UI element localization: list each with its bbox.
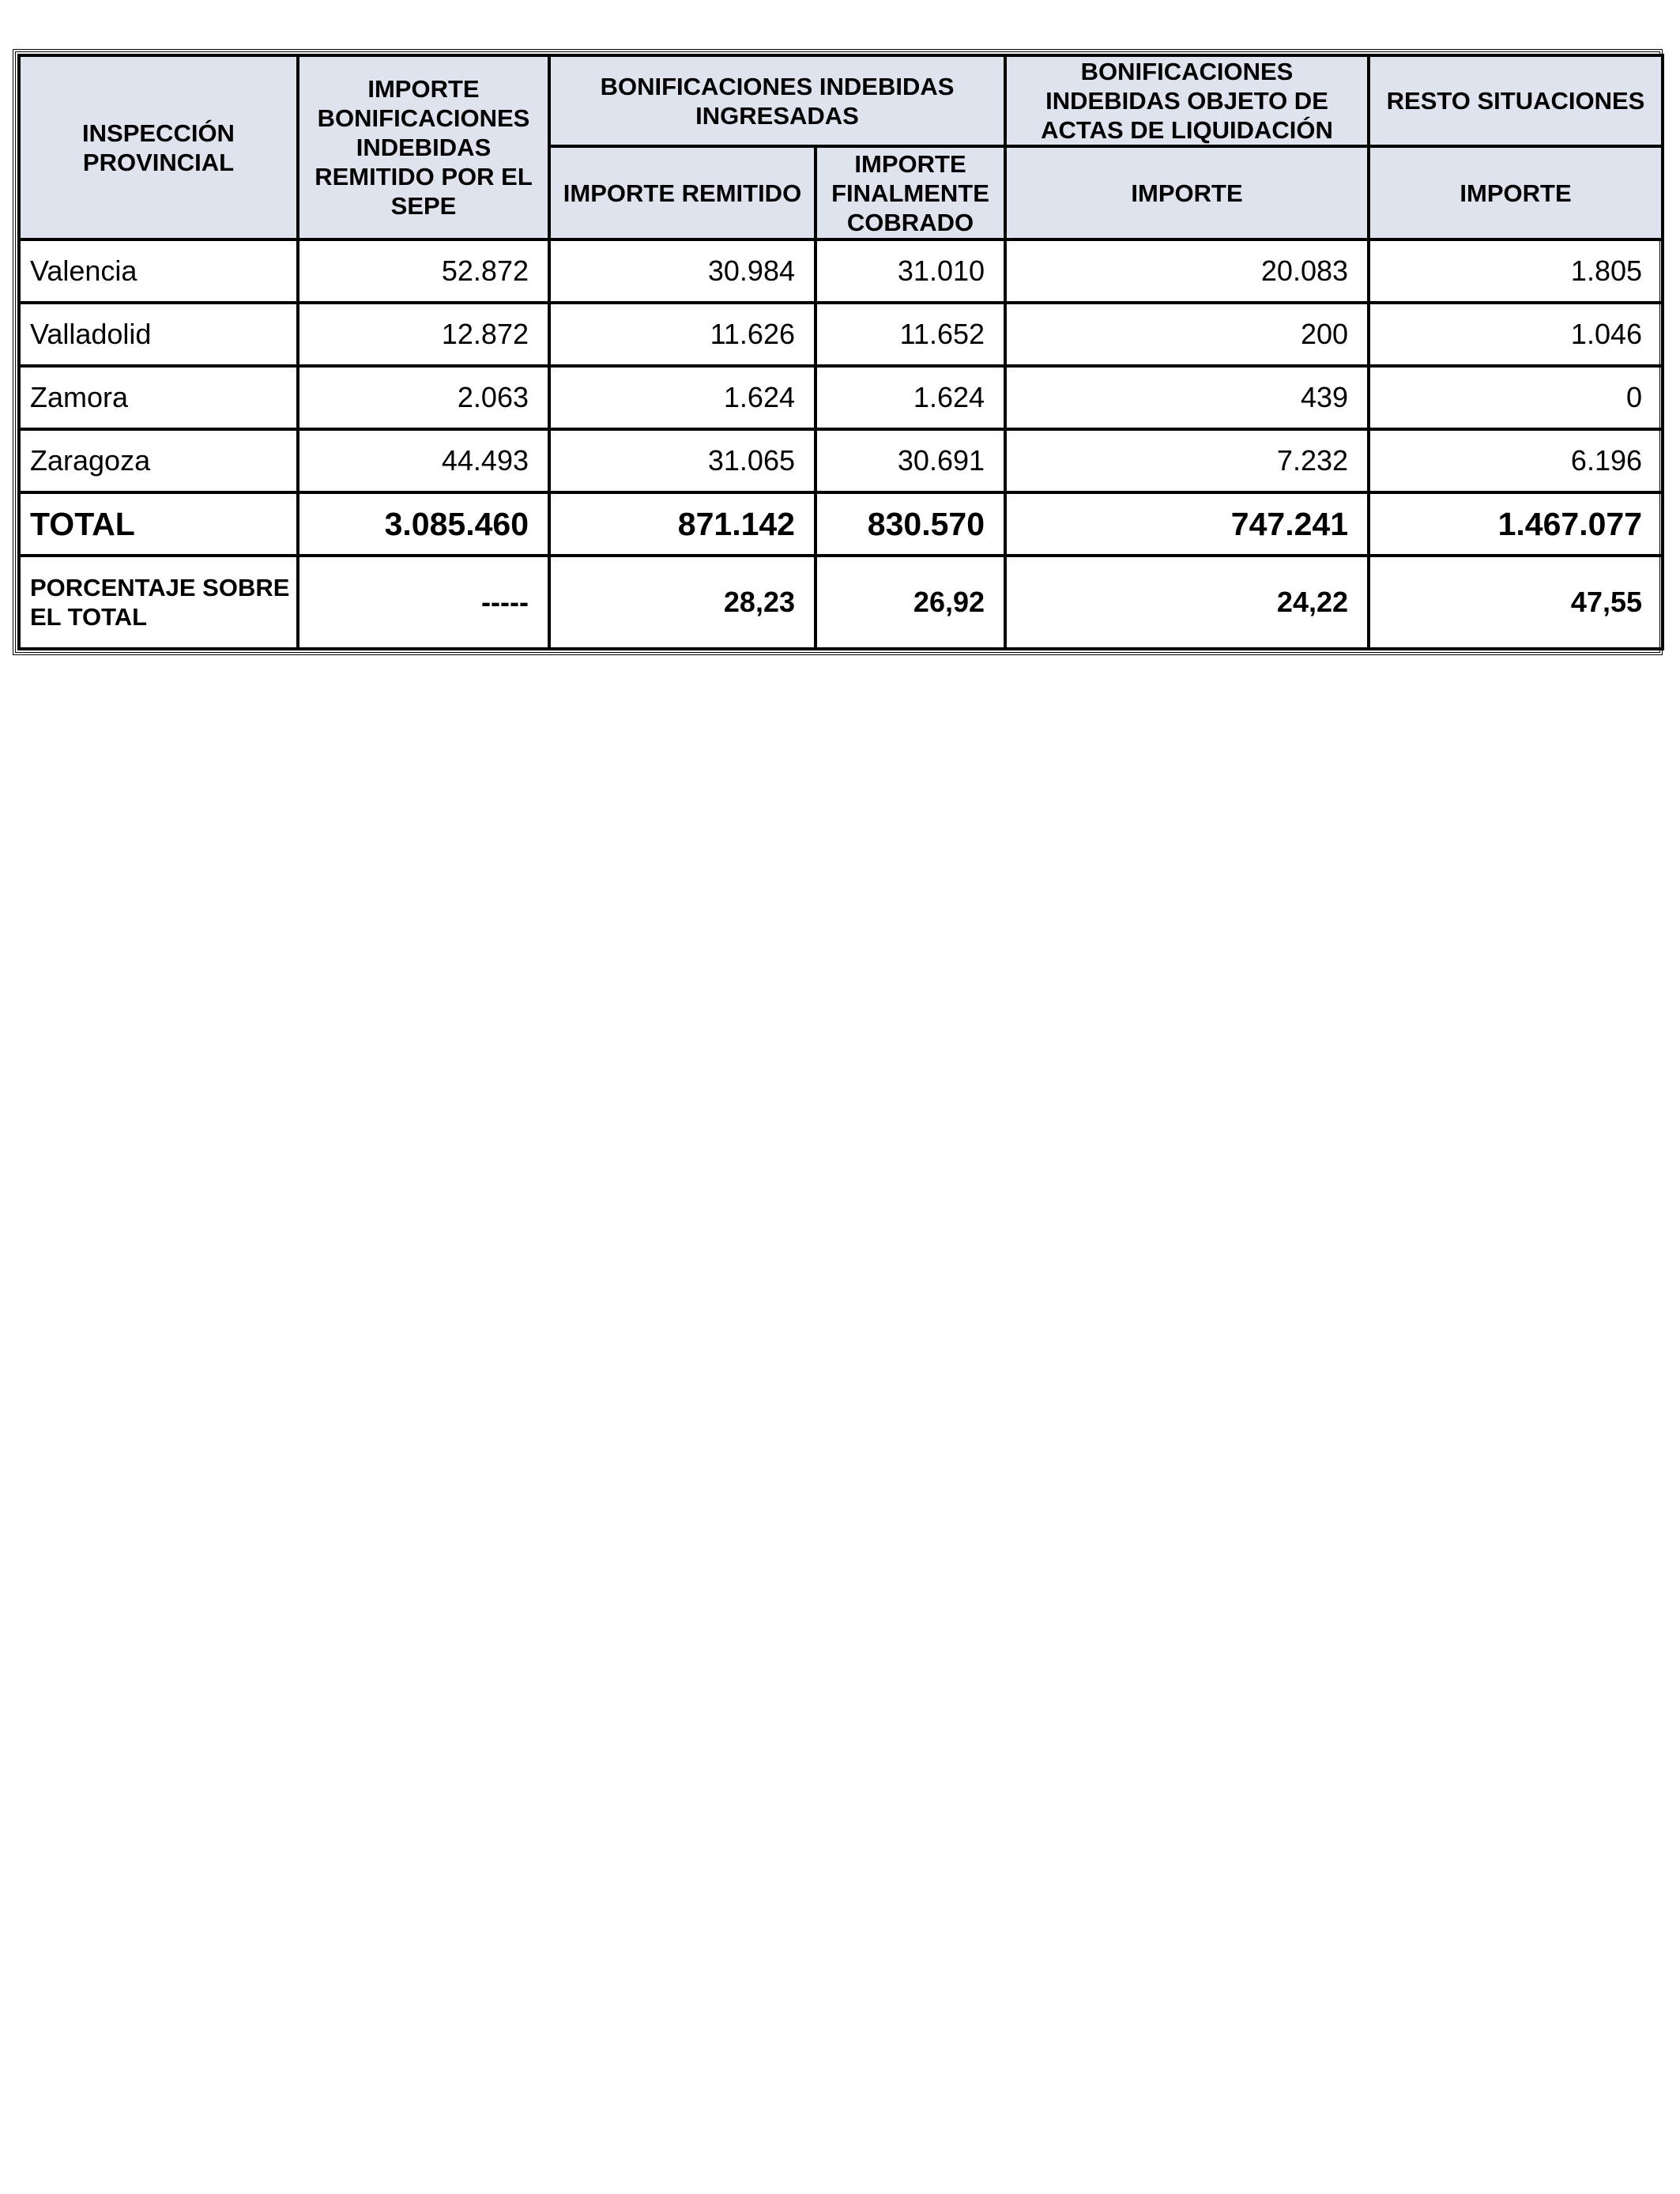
cell-finalmente-cobrado: 11.652	[816, 303, 1005, 366]
cell-importe-remitido: 1.624	[549, 366, 816, 429]
header-row-1	[19, 55, 1663, 146]
porcentaje-row	[19, 556, 1663, 649]
cell-resto: 1.805	[1369, 239, 1663, 303]
total-remitido-sepe: 3.085.460	[298, 492, 549, 556]
total-resto: 1.467.077	[1369, 492, 1663, 556]
cell-finalmente-cobrado: 1.624	[816, 366, 1005, 429]
cell-finalmente-cobrado: 30.691	[816, 429, 1005, 492]
total-row	[19, 492, 1663, 556]
header-resto-importe: IMPORTE	[1369, 146, 1663, 239]
cell-remitido-sepe: 44.493	[298, 429, 549, 492]
porcentaje-label: PORCENTAJE SOBRE EL TOTAL	[19, 556, 298, 649]
header-actas-importe: IMPORTE	[1005, 146, 1369, 239]
table-row	[19, 239, 1663, 303]
total-actas: 747.241	[1005, 492, 1369, 556]
porcentaje-actas: 24,22	[1005, 556, 1369, 649]
header-actas-group: BONIFICACIONES INDEBIDAS OBJETO DE ACTAS DE LIQUIDACIÓN	[1005, 55, 1369, 146]
cell-provincia: Zaragoza	[19, 429, 298, 492]
cell-resto: 0	[1369, 366, 1663, 429]
header-resto-group: RESTO SITUACIONES	[1369, 55, 1663, 146]
table-row	[19, 366, 1663, 429]
total-importe-remitido: 871.142	[549, 492, 816, 556]
header-importe-finalmente-cobrado: IMPORTE FINALMENTE COBRADO	[816, 146, 1005, 239]
cell-importe-remitido: 31.065	[549, 429, 816, 492]
header-importe-remitido-sepe: IMPORTE BONIFICACIONES INDEBIDAS REMITIDO POR EL SEPE	[298, 55, 549, 239]
porcentaje-importe-remitido: 28,23	[549, 556, 816, 649]
bonificaciones-table-frame	[13, 49, 1663, 655]
table-row	[19, 303, 1663, 366]
cell-actas: 439	[1005, 366, 1369, 429]
cell-provincia: Zamora	[19, 366, 298, 429]
cell-importe-remitido: 11.626	[549, 303, 816, 366]
cell-provincia: Valladolid	[19, 303, 298, 366]
cell-resto: 6.196	[1369, 429, 1663, 492]
porcentaje-resto: 47,55	[1369, 556, 1663, 649]
bonificaciones-table	[17, 54, 1664, 650]
cell-remitido-sepe: 52.872	[298, 239, 549, 303]
header-ingresadas-group: BONIFICACIONES INDEBIDAS INGRESADAS	[549, 55, 1005, 146]
header-importe-remitido: IMPORTE REMITIDO	[549, 146, 816, 239]
header-inspeccion-provincial: INSPECCIÓN PROVINCIAL	[19, 55, 298, 239]
porcentaje-finalmente-cobrado: 26,92	[816, 556, 1005, 649]
cell-remitido-sepe: 12.872	[298, 303, 549, 366]
cell-actas: 200	[1005, 303, 1369, 366]
cell-actas: 20.083	[1005, 239, 1369, 303]
total-finalmente-cobrado: 830.570	[816, 492, 1005, 556]
table-row	[19, 429, 1663, 492]
cell-resto: 1.046	[1369, 303, 1663, 366]
total-label: TOTAL	[19, 492, 298, 556]
cell-importe-remitido: 30.984	[549, 239, 816, 303]
porcentaje-remitido-sepe: -----	[298, 556, 549, 649]
cell-actas: 7.232	[1005, 429, 1369, 492]
cell-finalmente-cobrado: 31.010	[816, 239, 1005, 303]
cell-remitido-sepe: 2.063	[298, 366, 549, 429]
cell-provincia: Valencia	[19, 239, 298, 303]
